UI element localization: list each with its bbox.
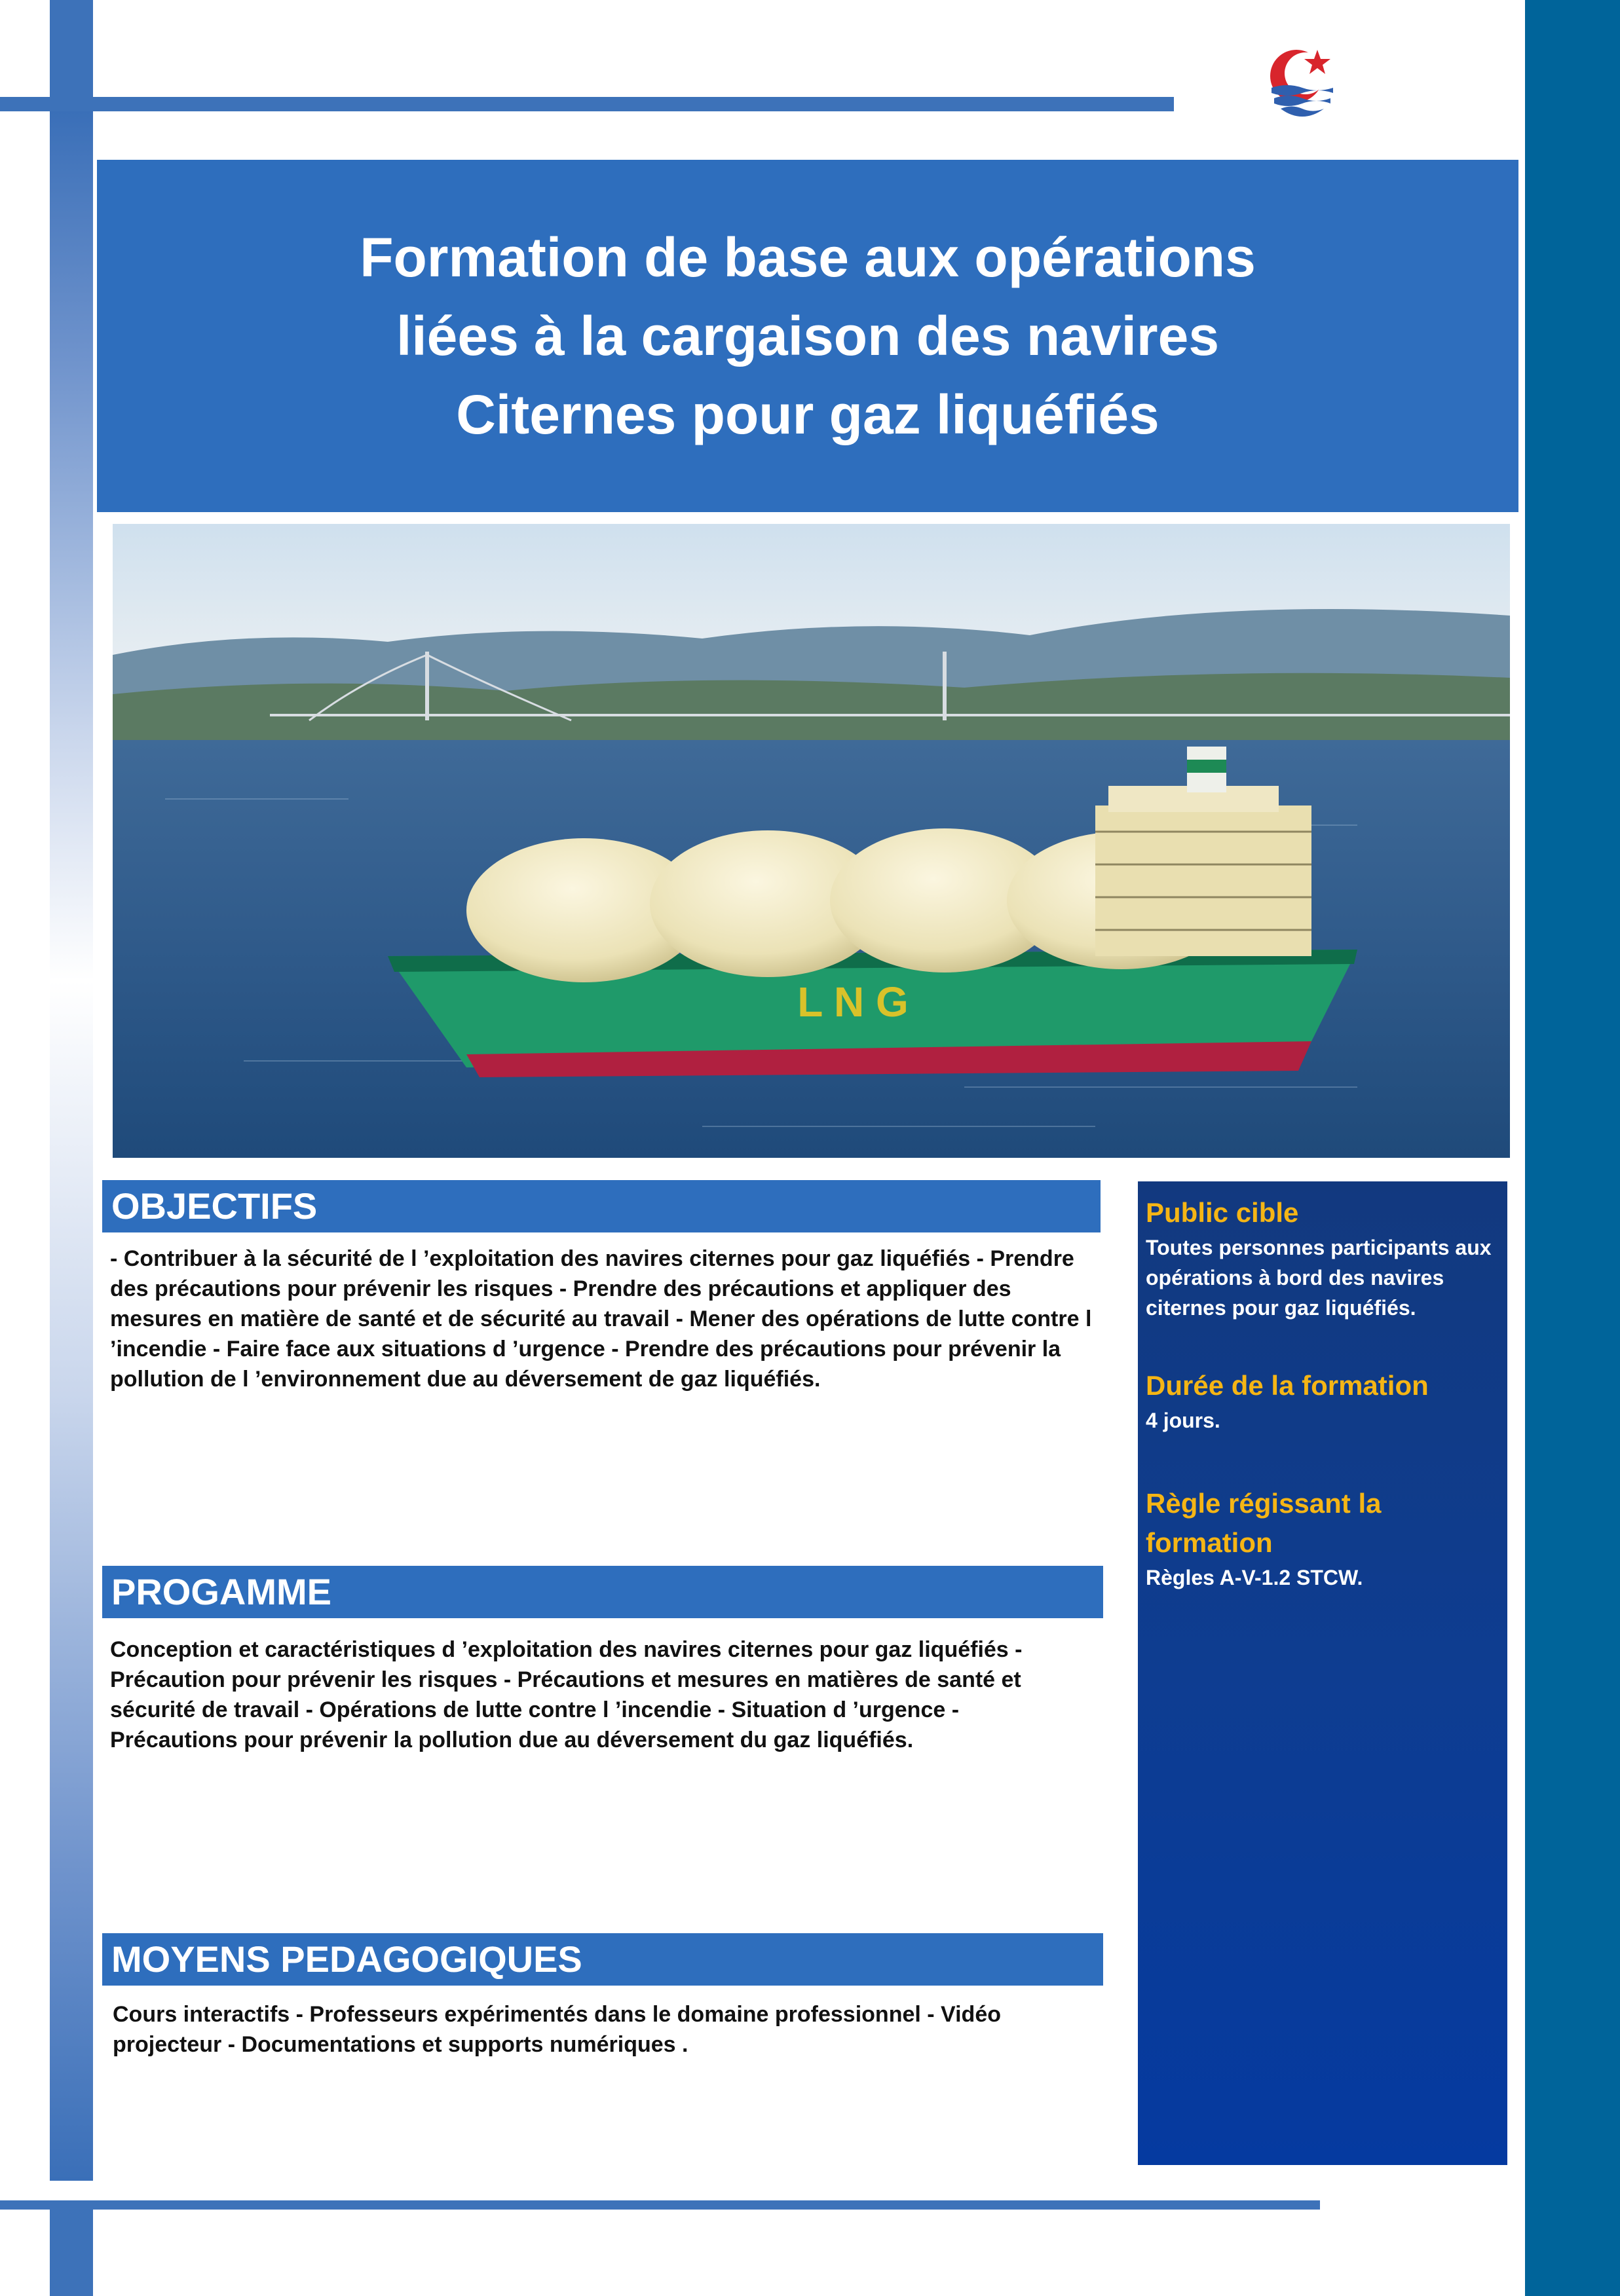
moyens-text: Cours interactifs - Professeurs expérimentés dans le domaine professionnel - Vidéo projecteur - Documentations et supports numériques .: [113, 2002, 1001, 2057]
ship-marking-lng: L N G: [797, 978, 909, 1026]
top-divider: [0, 97, 1174, 111]
public-cible-heading: Public cible: [1146, 1197, 1299, 1228]
info-sidebar: [1138, 1181, 1507, 2165]
page-title: [153, 218, 1463, 454]
left-accent-gradient: [50, 111, 93, 2181]
programme-heading: PROGAMME: [102, 1566, 1103, 1618]
left-accent-strip-bottom: [50, 2207, 93, 2296]
title-line-1: Formation de base aux opérations: [360, 227, 1256, 288]
objectifs-heading: OBJECTIFS: [102, 1180, 1101, 1232]
regle-text: Règles A-V-1.2 STCW.: [1146, 1566, 1363, 1589]
title-banner: [97, 160, 1518, 512]
objectifs-text: - Contribuer à la sécurité de l ’exploitation des navires citernes pour gaz liquéfiés - Prendre des précautions pour prévenir les risques - Prendre des précautions et appliquer des mesures en matière de santé et de sécurité au travail - Mener des opérations de lutte contre l ’incendie - Faire face aux situations d ’urgence - Prendre des précautions pour prévenir la pollution de l ’environnement due au déversement de gaz liquéfiés.: [110, 1246, 1092, 1392]
crescent-star-waves-logo: [1268, 45, 1337, 122]
regle-heading: Règle régissant la formation: [1146, 1488, 1382, 1558]
public-cible-text: Toutes personnes participants aux opérations à bord des navires citernes pour gaz liquéfiés.: [1146, 1236, 1492, 1320]
right-side-bar: [1525, 0, 1620, 2296]
duree-text: 4 jours.: [1146, 1409, 1220, 1432]
moyens-heading: MOYENS PEDAGOGIQUES: [102, 1933, 1103, 1986]
title-line-2: liées à la cargaison des navires: [396, 305, 1220, 367]
duree-heading: Durée de la formation: [1146, 1370, 1429, 1401]
title-line-3: Citernes pour gaz liquéfiés: [456, 384, 1159, 445]
bottom-divider: [0, 2200, 1320, 2210]
programme-text: Conception et caractéristiques d ’exploitation des navires citernes pour gaz liquéfiés - Précaution pour prévenir les risques - Précautions et mesures en matières de santé et sécurité de travail - Opérations de lutte contre l ’incendie - Situation d ’urgence - Précautions pour prévenir la pollution due au déversement du gaz liquéfiés.: [110, 1637, 1023, 1752]
lng-carrier-photo: [113, 524, 1510, 1158]
left-accent-strip-top: [50, 0, 93, 98]
